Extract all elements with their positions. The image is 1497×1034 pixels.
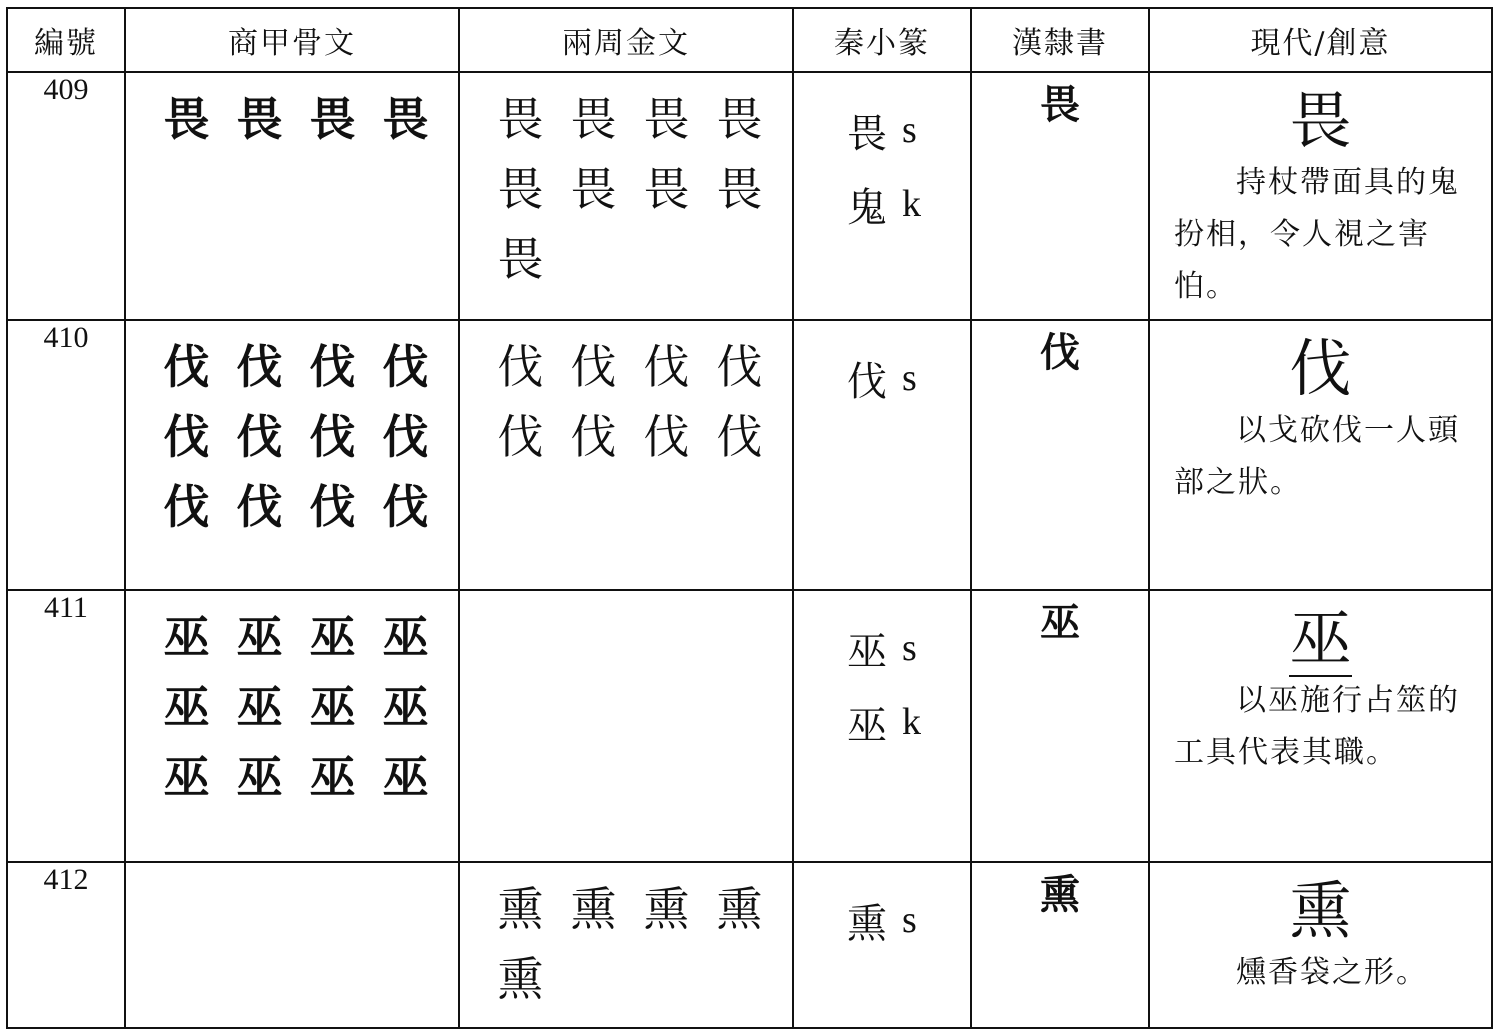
oracle-glyph: 巫 [382, 680, 429, 734]
oracle-bone-glyphs [126, 321, 458, 539]
bronze-glyph: 熏 [497, 882, 544, 936]
header-row [7, 8, 1492, 72]
oracle-glyph: 伐 [236, 340, 283, 394]
seal-glyph: 巫 [847, 628, 887, 675]
small-seal-cell [793, 72, 971, 320]
bronze-glyph: 畏 [570, 162, 617, 216]
modern-cell [1149, 72, 1492, 320]
bronze-glyph: 伐 [643, 410, 690, 464]
modern-character [1150, 321, 1491, 405]
seal-tag: s [902, 627, 917, 669]
header-clerical: 漢隸書 [971, 8, 1149, 72]
clerical-glyph: 伐 [971, 320, 1149, 590]
clerical-glyph: 熏 [971, 862, 1149, 1028]
bronze-glyph: 伐 [497, 410, 544, 464]
seal-list [794, 591, 970, 759]
header-number: 編號 [7, 8, 125, 72]
seal-glyph: 鬼 [847, 184, 887, 231]
modern-character-text: 熏 [1289, 874, 1352, 947]
seal-glyph: 畏 [847, 110, 887, 157]
oracle-glyph: 巫 [163, 610, 210, 664]
bronze-glyph: 熏 [716, 882, 763, 936]
oracle-glyph: 畏 [382, 92, 429, 146]
modern-character-text: 巫 [1289, 602, 1352, 675]
oracle-bone-glyphs [126, 591, 458, 809]
bronze-glyph: 畏 [570, 92, 617, 146]
entry-number: 409 [7, 72, 125, 320]
bronze-glyph: 伐 [716, 340, 763, 394]
oracle-glyph: 伐 [163, 480, 210, 534]
small-seal-cell [793, 862, 971, 1028]
modern-description: 以巫施行占筮的工具代表其職。 [1174, 683, 1460, 770]
oracle-glyph: 畏 [236, 92, 283, 146]
oracle-glyph: 伐 [309, 340, 356, 394]
bronze-glyphs [460, 73, 792, 291]
oracle-glyph: 巫 [236, 610, 283, 664]
seal-list [794, 321, 970, 415]
oracle-bone-cell [125, 320, 459, 590]
seal-entry [838, 611, 970, 685]
modern-cell [1149, 590, 1492, 862]
modern-description: 以戈砍伐一人頭部之狀。 [1174, 413, 1460, 500]
modern-character [1150, 591, 1491, 675]
clerical-glyph: 巫 [971, 590, 1149, 862]
seal-glyph: 熏 [847, 900, 887, 947]
oracle-glyph: 伐 [236, 480, 283, 534]
bronze-glyph: 伐 [570, 410, 617, 464]
table-row [7, 320, 1492, 590]
bronze-cell [459, 862, 793, 1028]
modern-character-text: 畏 [1289, 84, 1352, 157]
bronze-glyph: 熏 [497, 952, 544, 1006]
oracle-glyph: 巫 [236, 680, 283, 734]
seal-list [794, 863, 970, 957]
header-bronze: 兩周金文 [459, 8, 793, 72]
bronze-glyphs [460, 863, 792, 1011]
oracle-glyph: 伐 [236, 410, 283, 464]
seal-list [794, 73, 970, 241]
seal-glyph: 巫 [847, 702, 887, 749]
character-evolution-table [6, 7, 1493, 1029]
entry-number: 410 [7, 320, 125, 590]
bronze-glyph: 畏 [497, 162, 544, 216]
oracle-glyph: 巫 [236, 750, 283, 804]
header-oracle-bone: 商甲骨文 [125, 8, 459, 72]
entry-number: 412 [7, 862, 125, 1028]
oracle-glyph: 畏 [163, 92, 210, 146]
oracle-glyph: 伐 [163, 340, 210, 394]
bronze-glyphs [460, 321, 792, 469]
seal-entry [838, 685, 970, 759]
oracle-glyph: 巫 [163, 750, 210, 804]
oracle-glyph: 伐 [309, 410, 356, 464]
seal-tag: k [902, 183, 921, 225]
modern-character [1150, 73, 1491, 157]
bronze-glyph: 熏 [643, 882, 690, 936]
oracle-glyph: 巫 [309, 750, 356, 804]
bronze-glyph: 熏 [570, 882, 617, 936]
oracle-glyph: 畏 [309, 92, 356, 146]
header-small-seal: 秦小篆 [793, 8, 971, 72]
oracle-bone-cell [125, 590, 459, 862]
oracle-glyph: 伐 [382, 340, 429, 394]
entry-number: 411 [7, 590, 125, 862]
small-seal-cell [793, 320, 971, 590]
table-row [7, 72, 1492, 320]
oracle-bone-cell [125, 72, 459, 320]
bronze-glyph: 畏 [716, 162, 763, 216]
seal-tag: s [902, 357, 917, 399]
oracle-glyph: 伐 [309, 480, 356, 534]
oracle-glyph: 伐 [163, 410, 210, 464]
oracle-glyph: 伐 [382, 480, 429, 534]
oracle-glyph: 伐 [382, 410, 429, 464]
bronze-glyph: 畏 [497, 92, 544, 146]
bronze-glyph: 伐 [497, 340, 544, 394]
modern-cell [1149, 862, 1492, 1028]
clerical-glyph: 畏 [971, 72, 1149, 320]
oracle-glyph: 巫 [309, 610, 356, 664]
bronze-glyph: 伐 [570, 340, 617, 394]
modern-description: 持杖帶面具的鬼扮相，令人視之害怕。 [1174, 165, 1460, 304]
seal-tag: s [902, 109, 917, 151]
bronze-cell [459, 590, 793, 862]
bronze-glyph: 伐 [716, 410, 763, 464]
modern-character-text: 伐 [1289, 332, 1352, 405]
header-modern: 現代/創意 [1149, 8, 1492, 72]
seal-entry [838, 341, 970, 415]
seal-entry [838, 93, 970, 167]
table-row [7, 862, 1492, 1028]
oracle-glyph: 巫 [382, 610, 429, 664]
bronze-glyph: 畏 [716, 92, 763, 146]
bronze-cell [459, 72, 793, 320]
seal-tag: k [902, 701, 921, 743]
table-row [7, 590, 1492, 862]
seal-tag: s [902, 899, 917, 941]
oracle-bone-glyphs [126, 863, 458, 877]
bronze-glyph: 畏 [643, 92, 690, 146]
oracle-bone-cell [125, 862, 459, 1028]
oracle-glyph: 巫 [309, 680, 356, 734]
modern-character [1150, 863, 1491, 947]
small-seal-cell [793, 590, 971, 862]
modern-cell [1149, 320, 1492, 590]
bronze-glyph: 伐 [643, 340, 690, 394]
oracle-bone-glyphs [126, 73, 458, 151]
bronze-glyph: 畏 [643, 162, 690, 216]
seal-entry [838, 167, 970, 241]
oracle-glyph: 巫 [163, 680, 210, 734]
modern-description: 燻香袋之形。 [1236, 955, 1428, 990]
seal-entry [838, 883, 970, 957]
seal-glyph: 伐 [847, 358, 887, 405]
bronze-glyphs [460, 591, 792, 605]
oracle-glyph: 巫 [382, 750, 429, 804]
bronze-glyph: 畏 [497, 232, 544, 286]
bronze-cell [459, 320, 793, 590]
